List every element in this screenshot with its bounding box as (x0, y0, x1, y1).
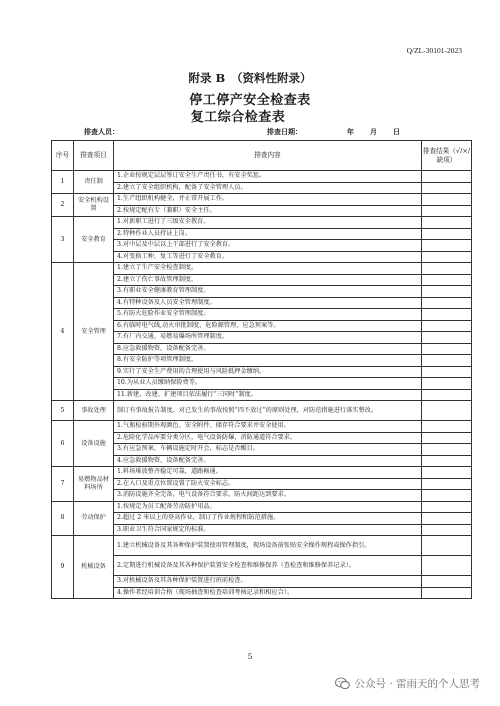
table-row (52, 217, 472, 229)
table-row (52, 205, 472, 217)
table-row (52, 366, 472, 378)
appendix-heading: 附录 B （资料性附录） (188, 71, 312, 85)
row-result-cell[interactable] (422, 194, 472, 206)
table-row (52, 587, 472, 599)
row-result-cell[interactable] (422, 240, 472, 252)
row-result-cell[interactable] (422, 320, 472, 332)
row-check-content: 1.按规定为员工配备劳动防护用品。 (114, 501, 422, 513)
date-month: 月 (370, 127, 377, 136)
row-seq-number: 5 (52, 401, 74, 421)
row-check-content: 8.应急救援物资，设备配备完善。 (114, 343, 422, 355)
table-row (52, 524, 472, 536)
row-seq-number: 7 (52, 467, 74, 502)
row-check-item: 设备设施 (74, 421, 114, 467)
row-check-item: 事故处理 (74, 401, 114, 421)
row-result-cell[interactable] (422, 444, 472, 456)
table-header-row (52, 141, 472, 171)
table-row (52, 389, 472, 401)
row-check-item: 机械设备 (74, 536, 114, 599)
row-result-cell[interactable] (422, 401, 472, 421)
row-seq-number: 8 (52, 501, 74, 536)
date-day: 日 (393, 127, 400, 136)
row-result-cell[interactable] (422, 389, 472, 401)
table-row (52, 274, 472, 286)
wechat-icon (335, 677, 350, 690)
row-result-cell[interactable] (422, 587, 472, 599)
row-result-cell[interactable] (422, 366, 472, 378)
table-row (52, 297, 472, 309)
table-row (52, 228, 472, 240)
row-check-item: 易燃物品材料场所 (74, 467, 114, 502)
page-title: 停工停产安全检查表 (189, 93, 311, 108)
row-check-content: 11.新建、改建、扩建项目依法履行“三同时”制度。 (114, 389, 422, 401)
row-seq-number: 6 (52, 421, 74, 467)
row-check-content: 1.企业按规定层层签订安全生产责任书，有安全奖惩。 (114, 171, 422, 183)
row-check-content: 3.消防设施齐全完备，电气设备符合要求，防火间距达到要求。 (114, 490, 422, 502)
row-check-content: 8.有安全防护等项管理制度。 (114, 355, 422, 367)
row-result-cell[interactable] (422, 343, 472, 355)
row-check-item: 责任制 (74, 171, 114, 194)
inspection-table (51, 140, 472, 599)
row-result-cell[interactable] (422, 217, 472, 229)
row-check-content: 2.超过 2 米以上的登高作业，制订了作业规程和防范措施。 (114, 513, 422, 525)
row-check-content: 4.对变换工种，复工等进行了安全教育。 (114, 251, 422, 263)
row-result-cell[interactable] (422, 274, 472, 286)
row-seq-number: 9 (52, 536, 74, 599)
row-result-cell[interactable] (422, 501, 472, 513)
table-row (52, 332, 472, 344)
row-check-content: 2.特种作业人员持证上岗。 (114, 228, 422, 240)
table-row (52, 240, 472, 252)
table-row (52, 309, 472, 321)
row-result-cell[interactable] (422, 309, 472, 321)
table-row (52, 401, 472, 421)
table-row (52, 513, 472, 525)
row-check-content: 1.建立机械设备及其各种保护装置使用管理制度，现场设备前张贴安全操作规程或操作指引。 (114, 536, 422, 556)
row-check-content: 3.职业卫生符合国家规定的标准。 (114, 524, 422, 536)
row-result-cell[interactable] (422, 286, 472, 298)
row-result-cell[interactable] (422, 478, 472, 490)
watermark (335, 676, 480, 691)
row-check-content: 2.危险化学品库要分类分区，电气设备防爆，消防通道符合要求。 (114, 432, 422, 444)
page-subtitle: 复工综合检查表 (190, 110, 286, 125)
table-row (52, 320, 472, 332)
row-result-cell[interactable] (422, 297, 472, 309)
document-code: Q/ZL-30101-2023 (406, 46, 462, 55)
row-result-cell[interactable] (422, 556, 472, 576)
page-number: 5 (247, 652, 253, 661)
table-row (52, 455, 472, 467)
row-seq-number: 1 (52, 171, 74, 194)
row-result-cell[interactable] (422, 490, 472, 502)
row-check-content: 2.定期进行机械设备及其各种保护装置安全检查和维修保养（查检查和维修保养记录）。 (114, 556, 422, 576)
date-label: 排查日期： (267, 127, 302, 136)
table-row (52, 286, 472, 298)
row-result-cell[interactable] (422, 182, 472, 194)
row-result-cell[interactable] (422, 513, 472, 525)
row-seq-number: 4 (52, 263, 74, 401)
row-check-content: 3.有职业安全健康教育管理制度。 (114, 286, 422, 298)
table-row (52, 263, 472, 275)
row-check-content: 1.对新职工进行了三级安全教育。 (114, 217, 422, 229)
row-result-cell[interactable] (422, 378, 472, 390)
row-check-item: 安全管理 (74, 263, 114, 401)
row-result-cell[interactable] (422, 263, 472, 275)
row-result-cell[interactable] (422, 455, 472, 467)
row-seq-number: 3 (52, 217, 74, 263)
row-check-content: 1.生产组织机构健全，并正常开展工作。 (114, 194, 422, 206)
row-result-cell[interactable] (422, 205, 472, 217)
row-check-content: 1.料场堆放整齐稳定可靠，道路畅通。 (114, 467, 422, 479)
row-check-content: 3.有应急预案，车辆设施定时开会，标志是否醒目。 (114, 444, 422, 456)
table-row (52, 343, 472, 355)
table-row (52, 490, 472, 502)
row-result-cell[interactable] (422, 355, 472, 367)
row-seq-number: 2 (52, 194, 74, 217)
row-result-cell[interactable] (422, 171, 472, 183)
table-row (52, 556, 472, 576)
row-check-content: 9.实行了安全生产费用的合理使用与风险抵押金缴纳。 (114, 366, 422, 378)
header-seq: 序号 (52, 141, 74, 171)
row-check-content: 1.气瓶检验期外观颜色、安全附件、储存符合要求并安全使用。 (114, 421, 422, 433)
inspector-label: 排查人员： (84, 127, 119, 136)
header-item: 排查项目 (74, 141, 114, 171)
row-check-content: 3.对中层及中层以上干部进行了安全教育。 (114, 240, 422, 252)
row-result-cell[interactable] (422, 251, 472, 263)
row-check-content: 4.操作者经培训合格（现场抽查和检查培训考核记录和相应合）。 (114, 587, 422, 599)
row-check-item: 劳动保护 (74, 501, 114, 536)
table-row (52, 444, 472, 456)
row-result-cell[interactable] (422, 332, 472, 344)
row-check-content: 10.为从业人员缴纳保险费等。 (114, 378, 422, 390)
table-body (52, 171, 472, 599)
table-row (52, 501, 472, 513)
date-year: 年 (347, 127, 354, 136)
row-check-content: 3.对机械设备及其各种保护装置进行班前检查。 (114, 576, 422, 588)
row-check-content: 制订有事故报告制度、对已发生的事故按照“四不放过”的原则处理，对防范措施进行落实整改。 (114, 401, 422, 421)
table-row (52, 432, 472, 444)
table-row (52, 182, 472, 194)
header-content: 排查内容 (114, 141, 422, 171)
table-row (52, 171, 472, 183)
table-row (52, 421, 472, 433)
table-row (52, 467, 472, 479)
header-result: 排查结果（√/×/缺项） (422, 141, 472, 171)
table-row (52, 251, 472, 263)
row-result-cell[interactable] (422, 467, 472, 479)
row-result-cell[interactable] (422, 228, 472, 240)
row-result-cell[interactable] (422, 536, 472, 556)
table-row (52, 576, 472, 588)
row-check-content: 7.有厂内交通，易燃易爆场所管理制度。 (114, 332, 422, 344)
table-row (52, 355, 472, 367)
table-row (52, 378, 472, 390)
row-result-cell[interactable] (422, 524, 472, 536)
row-result-cell[interactable] (422, 432, 472, 444)
row-check-item: 安全教育 (74, 217, 114, 263)
row-check-content: 4.应急救援物资、设备配备完善。 (114, 455, 422, 467)
row-check-content: 1.建立了生产安全检查制度。 (114, 263, 422, 275)
table-row (52, 478, 472, 490)
row-check-content: 5.有防火危险作业安全管理制度。 (114, 309, 422, 321)
row-check-content: 6.有临时电气线,动火审批制度，危险源管理，应急预案等。 (114, 320, 422, 332)
table-row (52, 536, 472, 556)
table-row (52, 194, 472, 206)
row-result-cell[interactable] (422, 421, 472, 433)
row-check-content: 2.建立了安全组织机构，配备了安全管理人员。 (114, 182, 422, 194)
row-check-content: 4.有特种设备及人员安全管理制度。 (114, 297, 422, 309)
watermark-text: 公众号 · 雷雨天的个人思考 (354, 678, 480, 690)
row-check-item: 安全机构设置 (74, 194, 114, 217)
row-result-cell[interactable] (422, 576, 472, 588)
row-check-content: 2.在入口及重点位置设置了防火安全标志。 (114, 478, 422, 490)
row-check-content: 2.建立了伤亡事故管理制度。 (114, 274, 422, 286)
row-check-content: 2.按规定配有专（兼职）安全主任。 (114, 205, 422, 217)
